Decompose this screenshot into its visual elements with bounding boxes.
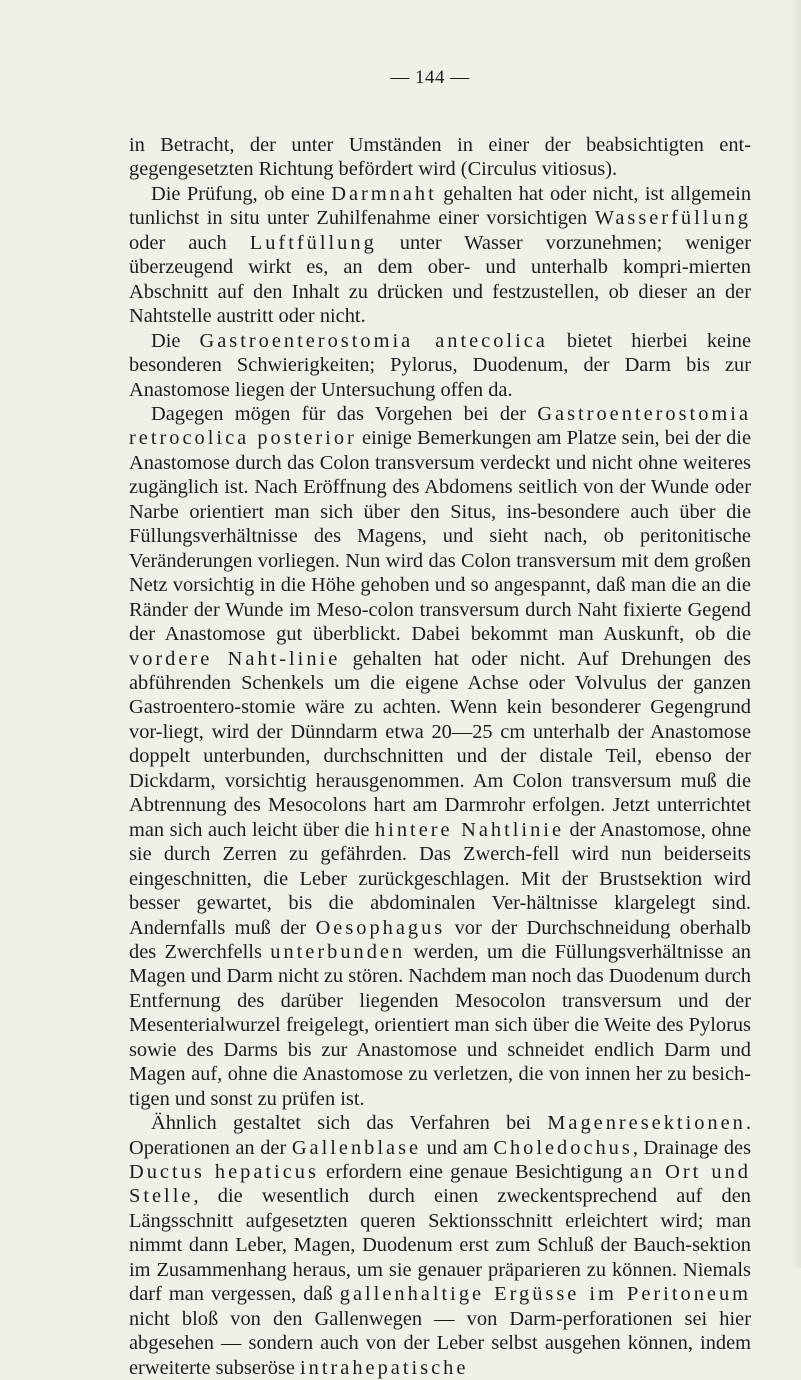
- spaced-emphasis: Gastroenterostomia retrocolica posterior: [129, 402, 751, 450]
- spaced-emphasis: Oesophagus: [315, 916, 446, 939]
- text-run: bietet hierbei keine besonderen Schwierigkeiten; Pylorus, Duodenum, der Darm bis zur Anastomose liegen der Untersuchung offen da.: [129, 329, 751, 401]
- text-run: . Operationen an der: [129, 1112, 751, 1159]
- spaced-emphasis: Wasserfüllung: [594, 207, 751, 230]
- text-run: Die: [151, 329, 200, 352]
- spaced-emphasis: gallenhaltige Ergüsse im Peritoneum: [339, 1283, 751, 1306]
- spaced-emphasis: intrahepatische: [299, 1356, 469, 1379]
- spaced-emphasis: hintere Nahtlinie: [374, 818, 564, 841]
- text-run: Die Prüfung, ob eine: [151, 182, 332, 205]
- text-run: oder auch: [129, 231, 250, 254]
- text-run: einige Bemerkungen am Platze sein, bei der die Anastomose durch das Colon transversum verdeckt und nicht ohne weiteres zugänglich ist. Nach Eröffnung des Abdomens seitlich von der Wunde oder Narbe orientiert man sich über den Situs, ins-besondere auch über die Füllungsverhältnisse des Magens, und sieht nach, ob peritonitische Veränderungen vorliegen. Nun wird das Colon transversum mit dem großen Netz vorsichtig in die Höhe gehoben und so angespannt, daß man die an die Ränder der Wunde im Meso-colon transversum durch Naht fixierte Gegend der Anastomose gut überblickt. Dabei bekommt man Auskunft, ob die: [129, 427, 752, 646]
- spaced-emphasis: Darmnaht: [331, 182, 437, 205]
- page-number: — 144 —: [390, 67, 470, 88]
- page-edge-shadow: [791, 0, 801, 1268]
- text-run: Ähnlich gestaltet sich das Verfahren bei: [151, 1112, 548, 1135]
- text-run: und am: [421, 1136, 494, 1159]
- spaced-emphasis: Magenresektionen: [547, 1112, 746, 1135]
- spaced-emphasis: an Ort und Stelle: [129, 1161, 751, 1208]
- text-run: unter Wasser vorzunehmen; weniger überzeugend wirkt es, an dem ober- und unterhalb kompri-mierten Abschnitt auf den Inhalt zu drücken und festzustellen, ob dieser an der Nahtstelle austritt oder nicht.: [129, 231, 752, 328]
- text-run: in Betracht, der unter Umständen in einer der beabsichtigten ent-gegengesetzten Richtung befördert wird (Circulus vitiosus).: [129, 134, 751, 181]
- paragraph: [129, 182, 751, 329]
- body-text: [129, 133, 751, 1380]
- text-run: gehalten hat oder nicht, ist allgemein tunlichst in situ unter Zuhilfenahme einer vorsichtigen: [129, 182, 752, 230]
- text-run: der Anastomose, ohne sie durch Zerren zu gefährden. Das Zwerch-fell wird nun beiderseits eingeschnitten, die Leber zurückgeschlagen. Mit der Brustsektion wird besser gewartet, bis die abdominalen Ver-hältnisse klargelegt sind. Andernfalls muß der: [129, 818, 752, 939]
- paragraph: [129, 329, 751, 402]
- text-run: erfordern eine genaue Besichtigung: [318, 1161, 630, 1184]
- spaced-emphasis: unterbunden: [270, 940, 406, 963]
- text-run: Dagegen mögen für das Vorgehen bei der: [151, 402, 538, 425]
- spaced-emphasis: Choledochus: [493, 1136, 633, 1159]
- paragraph: [129, 402, 751, 1111]
- spaced-emphasis: Gallenblase: [291, 1136, 422, 1159]
- text-run: , Drainage des: [632, 1136, 752, 1159]
- text-run: werden, um die Füllungsverhältnisse an Magen und Darm nicht zu stören. Nachdem man noch das Duodenum durch Entfernung des darüber liegenden Mesocolon transversum und der Mesenterialwurzel freigelegt, orientiert man sich über die Weite des Pylorus sowie des Darms bis zur Anastomose und schneidet endlich Darm und Magen auf, ohne die Anastomose zu verletzen, die von innen her zu besich-tigen und sonst zu prüfen ist.: [129, 940, 752, 1110]
- paragraph: [129, 133, 751, 182]
- spaced-emphasis: vordere Naht-linie: [129, 647, 341, 670]
- text-run: gehalten hat oder nicht. Auf Drehungen des abführenden Schenkels um die eigene Achse oder Volvulus der ganzen Gastroentero-stomie wäre zu achten. Wenn kein besonderer Gegengrund vor-liegt, wird der Dünndarm etwa 20—25 cm unterhalb der Anastomose doppelt unterbunden, durchschnitten und der distale Teil, ebenso der Dickdarm, vorsichtig herausgenommen. Am Colon transversum muß die Abtrennung des Mesocolons hart am Darmrohr erfolgen. Jetzt unterrichtet man sich auch leicht über die: [129, 647, 751, 841]
- text-run: , die wesentlich durch einen zweckentsprechend auf den Längsschnitt aufgesetzten queren Sektionsschnitt erleichtert wird; man nimmt dann Leber, Magen, Duodenum erst zum Schluß der Bauch-sektion im Zusammenhang heraus, um sie genauer präparieren zu können. Niemals darf man vergessen, daß: [129, 1185, 751, 1306]
- paragraph: [129, 1111, 751, 1380]
- spaced-emphasis: Luftfüllung: [249, 231, 377, 254]
- text-run: nicht bloß von den Gallenwegen — von Darm-perforationen sei hier abgesehen — sondern auch von der Leber selbst ausgehen können, indem erweiterte subseröse: [129, 1307, 751, 1379]
- spaced-emphasis: Ductus hepaticus: [129, 1161, 319, 1184]
- spaced-emphasis: Gastroenterostomia antecolica: [199, 329, 548, 352]
- text-run: vor der Durchschneidung oberhalb des Zwerchfells: [129, 916, 751, 963]
